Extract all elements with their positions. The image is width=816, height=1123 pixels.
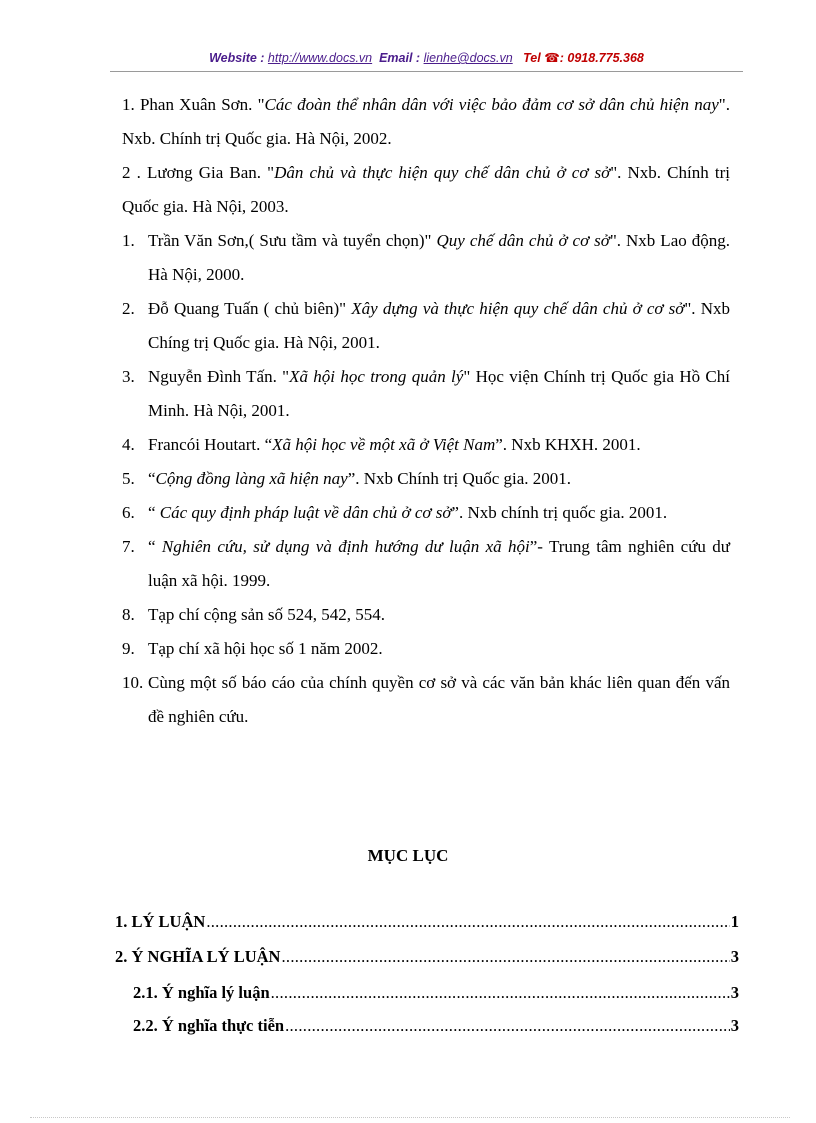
toc-leader bbox=[281, 947, 729, 967]
reference-title: Các quy định pháp luật về dân chủ ở cơ sở bbox=[159, 503, 452, 522]
reference-list bbox=[122, 88, 730, 734]
reference-item: 2 . Lương Gia Ban. "Dân chủ và thực hiện quy chế dân chủ ở cơ sở". Nxb. Chính trị Quốc gia. Hà Nội, 2003. bbox=[122, 163, 730, 216]
numbered-reference: 3. Nguyễn Đình Tấn. "Xã hội học trong quản lý" Học viện Chính trị Quốc gia Hồ Chí Minh. Hà Nội, 2001. bbox=[122, 360, 730, 428]
website-link[interactable]: http://www.docs.vn bbox=[267, 51, 373, 65]
reference-title: Xây dựng và thực hiện quy chế dân chủ ở cơ sở bbox=[351, 299, 685, 318]
reference-number: 8. bbox=[122, 605, 135, 624]
reference-number: 10. bbox=[122, 673, 144, 692]
reference-title: Nghiên cứu, sử dụng và định hướng dư luận xã hội bbox=[161, 537, 530, 556]
reference-number: 3. bbox=[122, 367, 135, 386]
tel-label: Tel ☎: 0918.775.368 bbox=[523, 51, 644, 65]
toc-page-number: 3 bbox=[730, 1016, 739, 1035]
footer-divider bbox=[30, 1117, 790, 1118]
reference-number: 9. bbox=[122, 639, 135, 658]
numbered-reference: 9. Tạp chí xã hội học số 1 năm 2002. bbox=[122, 632, 730, 666]
reference-number: 7. bbox=[122, 537, 135, 556]
reference-number: 5. bbox=[122, 469, 135, 488]
toc-page-number: 1 bbox=[730, 912, 739, 931]
email-label: Email : bbox=[379, 51, 424, 65]
toc-entry-label: 2.1. Ý nghĩa lý luận bbox=[133, 983, 270, 1002]
website-label: Website : bbox=[209, 51, 268, 65]
numbered-reference: 8. Tạp chí cộng sản số 524, 542, 554. bbox=[122, 598, 730, 632]
reference-item: 1. Phan Xuân Sơn. "Các đoàn thể nhân dân với việc bảo đảm cơ sở dân chủ hiện nay". Nxb. Chính trị Quốc gia. Hà Nội, 2002. bbox=[122, 95, 730, 148]
numbered-reference: 1. Trần Văn Sơn,( Sưu tầm và tuyển chọn)" Quy chế dân chủ ở cơ sở". Nxb Lao động. Hà Nội, 2000. bbox=[122, 224, 730, 292]
toc-entry[interactable] bbox=[133, 983, 739, 1003]
toc-leader bbox=[271, 983, 730, 1003]
email-link[interactable]: lienhe@docs.vn bbox=[423, 51, 513, 65]
reference-title: Quy chế dân chủ ở cơ sở bbox=[436, 231, 610, 250]
reference-number: 1. bbox=[122, 231, 135, 250]
toc-entry-label: 1. LÝ LUẬN bbox=[115, 912, 206, 931]
toc-title: MỤC LỤC bbox=[367, 846, 449, 865]
header-rule bbox=[110, 71, 743, 72]
numbered-reference: 5. “Cộng đồng làng xã hiện nay”. Nxb Chính trị Quốc gia. 2001. bbox=[122, 462, 730, 496]
toc-entry[interactable] bbox=[133, 1016, 739, 1036]
reference-title: Cộng đồng làng xã hiện nay bbox=[155, 469, 348, 488]
toc-page-number: 3 bbox=[730, 947, 739, 966]
reference-title: Xã hội học về một xã ở Việt Nam bbox=[272, 435, 496, 454]
numbered-reference: 2. Đỗ Quang Tuấn ( chủ biên)" Xây dựng và thực hiện quy chế dân chủ ở cơ sở". Nxb Chíng trị Quốc gia. Hà Nội, 2001. bbox=[122, 292, 730, 360]
numbered-reference: 6. “ Các quy định pháp luật về dân chủ ở cơ sở”. Nxb chính trị quốc gia. 2001. bbox=[122, 496, 730, 530]
toc-entry-label: 2.2. Ý nghĩa thực tiễn bbox=[133, 1016, 285, 1035]
toc-leader bbox=[285, 1016, 730, 1036]
reference-number: 2. bbox=[122, 299, 135, 318]
reference-title: Các đoàn thể nhân dân với việc bảo đảm cơ sở dân chủ hiện nay bbox=[264, 95, 719, 114]
toc-leader bbox=[206, 912, 729, 932]
reference-title: Xã hội học trong quản lý bbox=[289, 367, 464, 386]
numbered-reference: 7. “ Nghiên cứu, sử dụng và định hướng dư luận xã hội”- Trung tâm nghiên cứu dư luận xã hội. 1999. bbox=[122, 530, 730, 598]
numbered-reference: 4. Francói Houtart. “Xã hội học về một xã ở Việt Nam”. Nxb KHXH. 2001. bbox=[122, 428, 730, 462]
toc-page-number: 3 bbox=[730, 983, 739, 1002]
reference-title: Dân chủ và thực hiện quy chế dân chủ ở cơ sở bbox=[274, 163, 611, 182]
reference-number: 4. bbox=[122, 435, 135, 454]
toc-entry[interactable] bbox=[115, 947, 739, 967]
numbered-reference: 10. Cùng một số báo cáo của chính quyền cơ sở và các văn bản khác liên quan đến vấn đề nghiên cứu. bbox=[122, 666, 730, 734]
reference-number: 6. bbox=[122, 503, 135, 522]
toc-entry[interactable] bbox=[115, 912, 739, 932]
toc-entry-label: 2. Ý NGHĨA LÝ LUẬN bbox=[115, 947, 281, 966]
page-header bbox=[110, 50, 743, 65]
